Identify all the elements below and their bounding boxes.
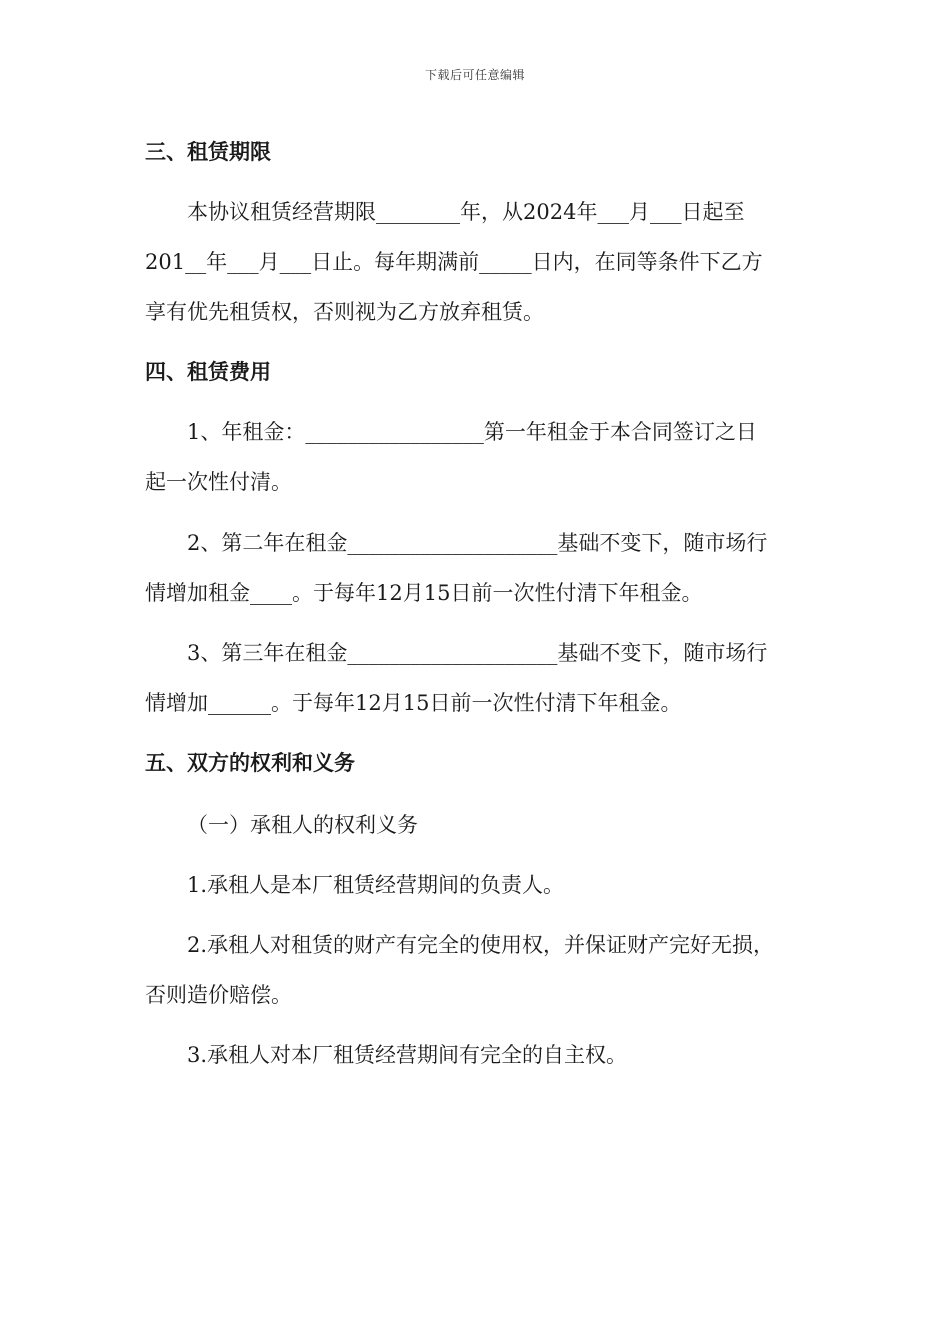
section-3-title: 三、租赁期限 — [145, 140, 271, 164]
section-5-subsection-title: （一）承租人的权利义务 — [187, 813, 418, 837]
section-3-paragraph-line-2: 201__年___月___日止。每年期满前_____日内，在同等条件下乙方 — [145, 250, 763, 274]
section-4-item-1-line-2: 起一次性付清。 — [145, 470, 292, 494]
section-3-paragraph-line-3: 享有优先租赁权，否则视为乙方放弃租赁。 — [145, 300, 544, 324]
section-4-title: 四、租赁费用 — [145, 360, 271, 384]
section-4-item-1-line-1: 1、年租金：_________________第一年租金于本合同签订之日 — [187, 420, 757, 444]
section-5-item-1: 1.承租人是本厂租赁经营期间的负责人。 — [187, 873, 565, 897]
section-5-item-2-line-2: 否则造价赔偿。 — [145, 983, 292, 1007]
section-5-title: 五、双方的权利和义务 — [145, 751, 355, 775]
section-4-item-3-line-1: 3、第三年在租金____________________基础不变下，随市场行 — [187, 641, 768, 665]
section-4-item-2-line-2: 情增加租金____。于每年12月15日前一次性付清下年租金。 — [145, 581, 703, 605]
page-header-note: 下载后可任意编辑 — [424, 68, 525, 82]
section-5-item-3: 3.承租人对本厂租赁经营期间有完全的自主权。 — [187, 1043, 628, 1067]
section-4-item-2-line-1: 2、第二年在租金____________________基础不变下，随市场行 — [187, 531, 768, 555]
section-5-item-2-line-1: 2.承租人对租赁的财产有完全的使用权，并保证财产完好无损， — [187, 933, 775, 957]
section-3-paragraph-line-1: 本协议租赁经营期限________年，从2024年___月___日起至 — [187, 200, 745, 224]
section-4-item-3-line-2: 情增加______。于每年12月15日前一次性付清下年租金。 — [145, 691, 682, 715]
